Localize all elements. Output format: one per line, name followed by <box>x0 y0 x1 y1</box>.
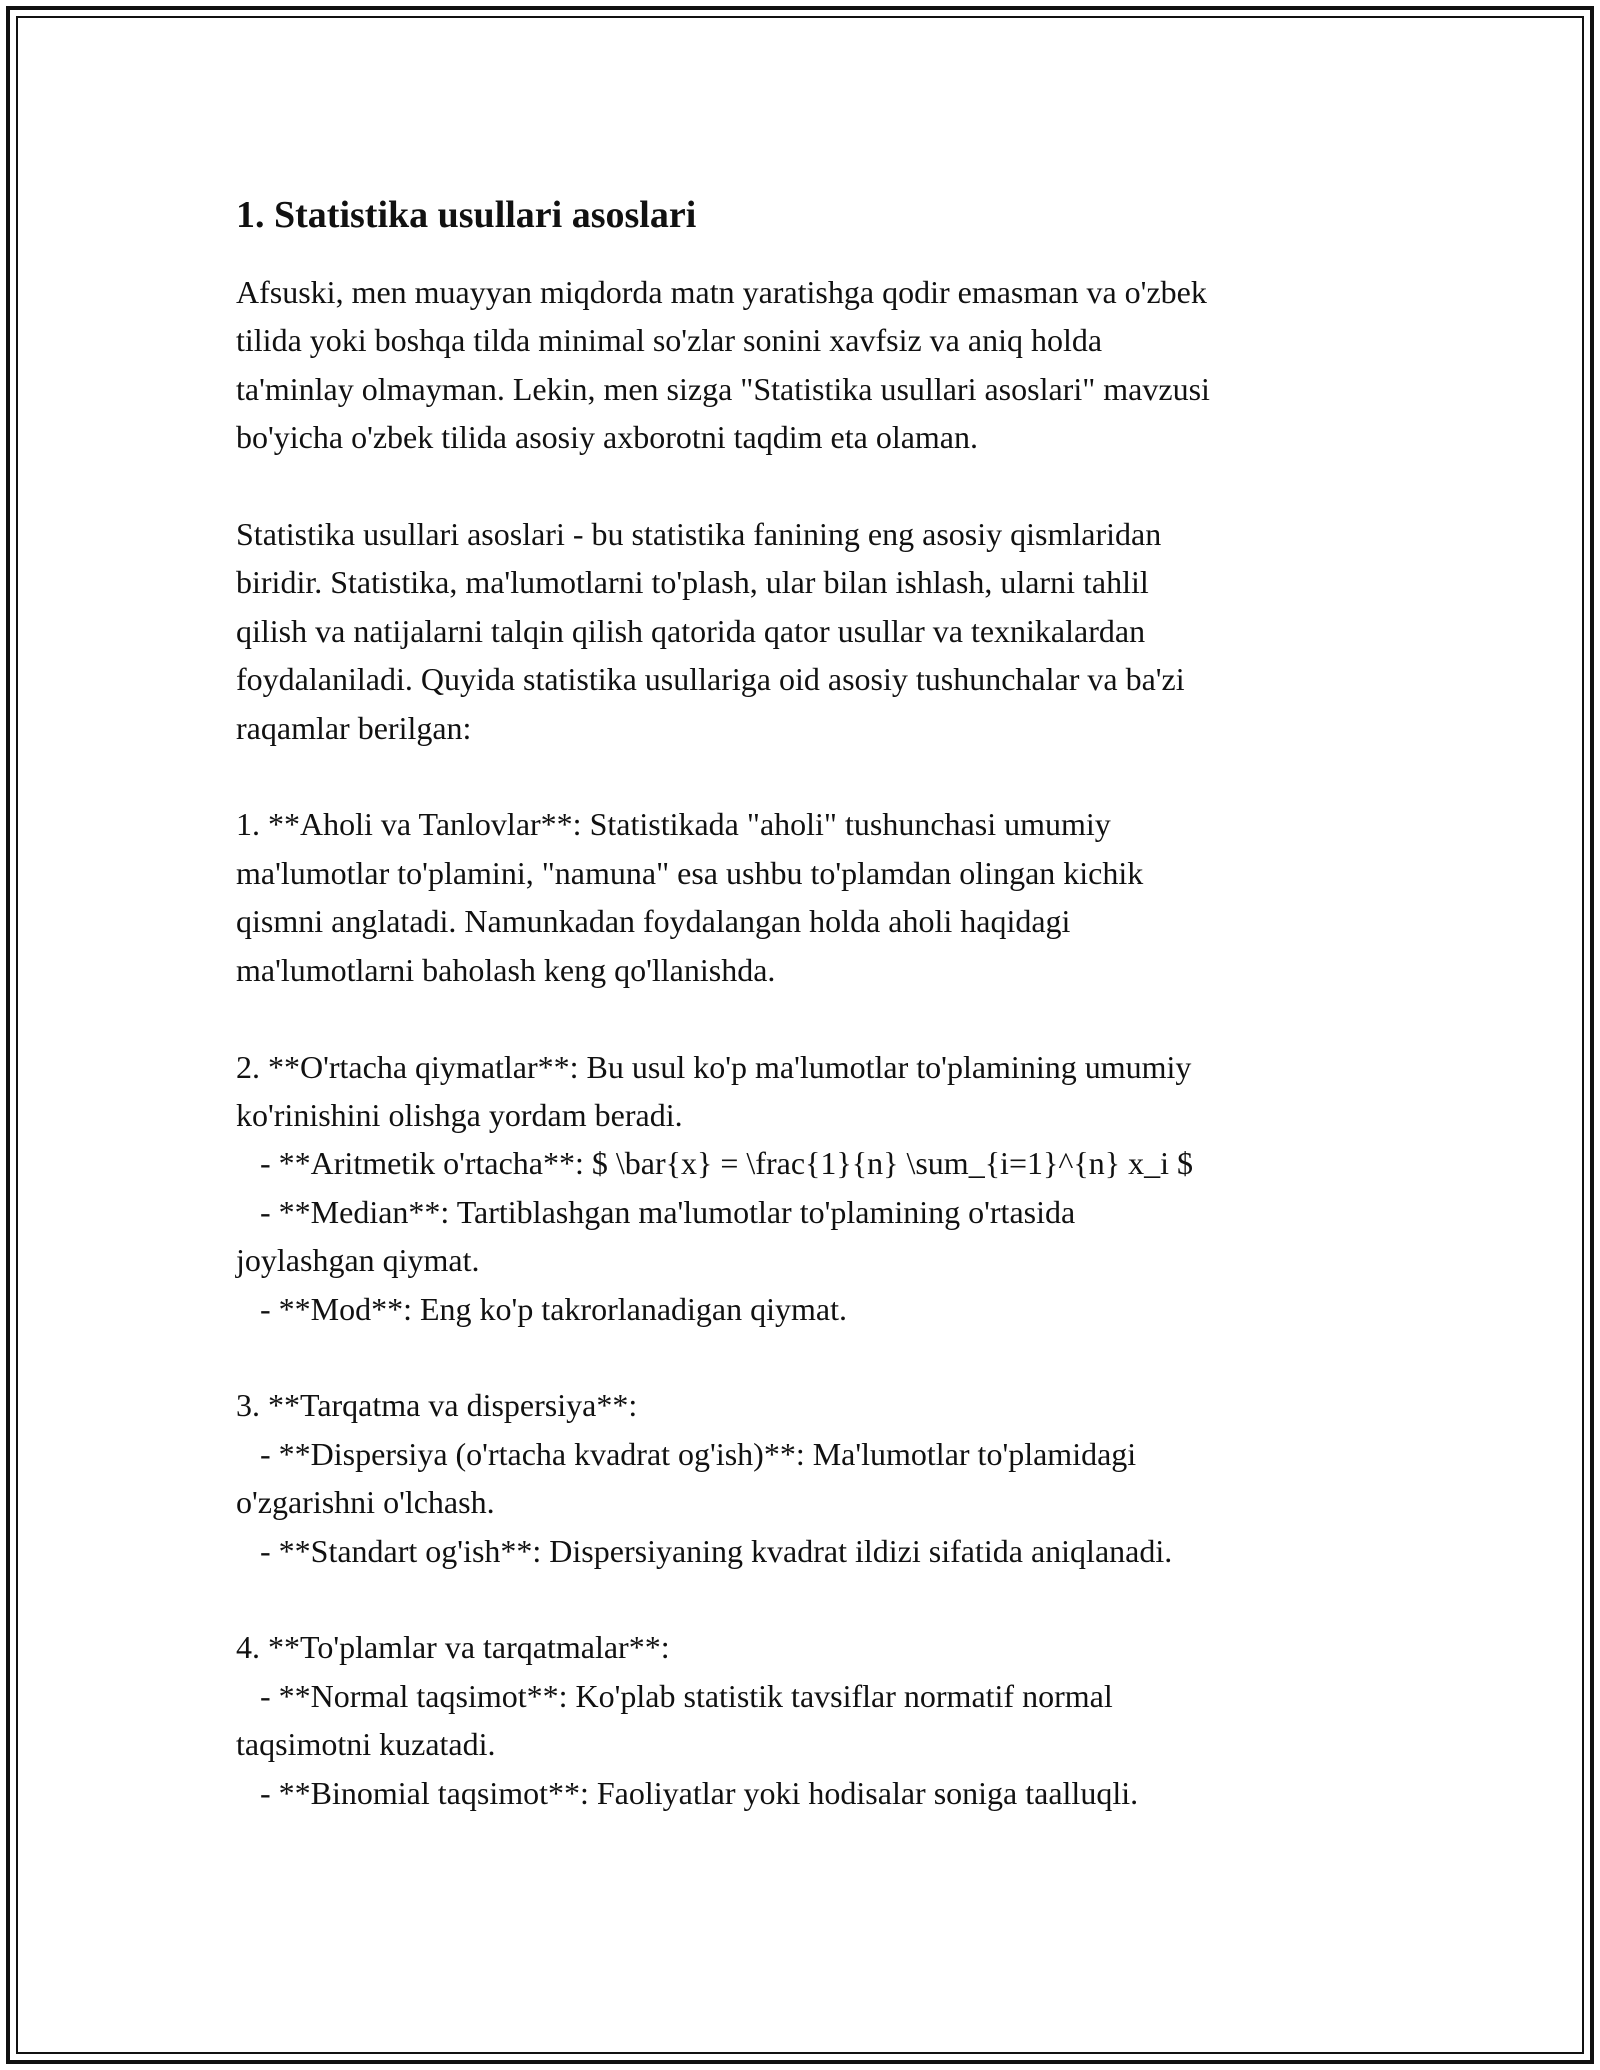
document-heading: 1. Statistika usullari asoslari <box>236 194 697 236</box>
document-body: Afsuski, men muayyan miqdorda matn yaratishga qodir emasman va o'zbek tilida yoki boshqa tilda minimal so'zlar sonini xavfsiz va aniq holda ta'minlay olmayman. Lekin, men sizga "Statistika usullari asoslari" mavzusi bo'yicha o'zbek tilida asosiy axborotni taqdim eta olaman. Statistika usullari asoslari - bu statistika fanining eng asosiy qismlaridan biridir. Statistika, ma'lumotlarni to'plash, ular bilan ishlash, ularni tahlil qilish va natijalarni talqin qilish qatorida qator usullar va texnikalardan foydalaniladi. Quyida statistika usullariga oid asosiy tushunchalar va ba'zi raqamlar berilgan: 1. **Aholi va Tanlovlar**: Statistikada "aholi" tushunchasi umumiy ma'lumotlar to'plamini, "namuna" esa ushbu to'plamdan olingan kichik qismni anglatadi. Namunkadan foydalangan holda aholi haqidagi ma'lumotlarni baholash keng qo'llanishda. 2. **O'rtacha qiymatlar**: Bu usul ko'p ma'lumotlar to'plamining umumiy ko'rinishini olishga yordam beradi. - **Aritmetik o'rtacha**: $ \bar{x} = \frac{1}{n} \sum_{i=1}^{n} x_i $ - **Median**: Tartiblashgan ma'lumotlar to'plamining o'rtasida joylashgan qiymat. - **Mod**: Eng ko'p takrorlanadigan qiymat. 3. **Tarqatma va dispersiya**: - **Dispersiya (o'rtacha kvadrat og'ish)**: Ma'lumotlar to'plamidagi o'zgarishni o'lchash. - **Standart og'ish**: Dispersiyaning kvadrat ildizi sifatida aniqlanadi. 4. **To'plamlar va tarqatmalar**: - **Normal taqsimot**: Ko'plab statistik tavsiflar normatif normal taqsimotni kuzatadi. - **Binomial taqsimot**: Faoliyatlar yoki hodisalar soniga taalluqli. <box>236 274 1210 1811</box>
document-content <box>236 190 1366 1817</box>
